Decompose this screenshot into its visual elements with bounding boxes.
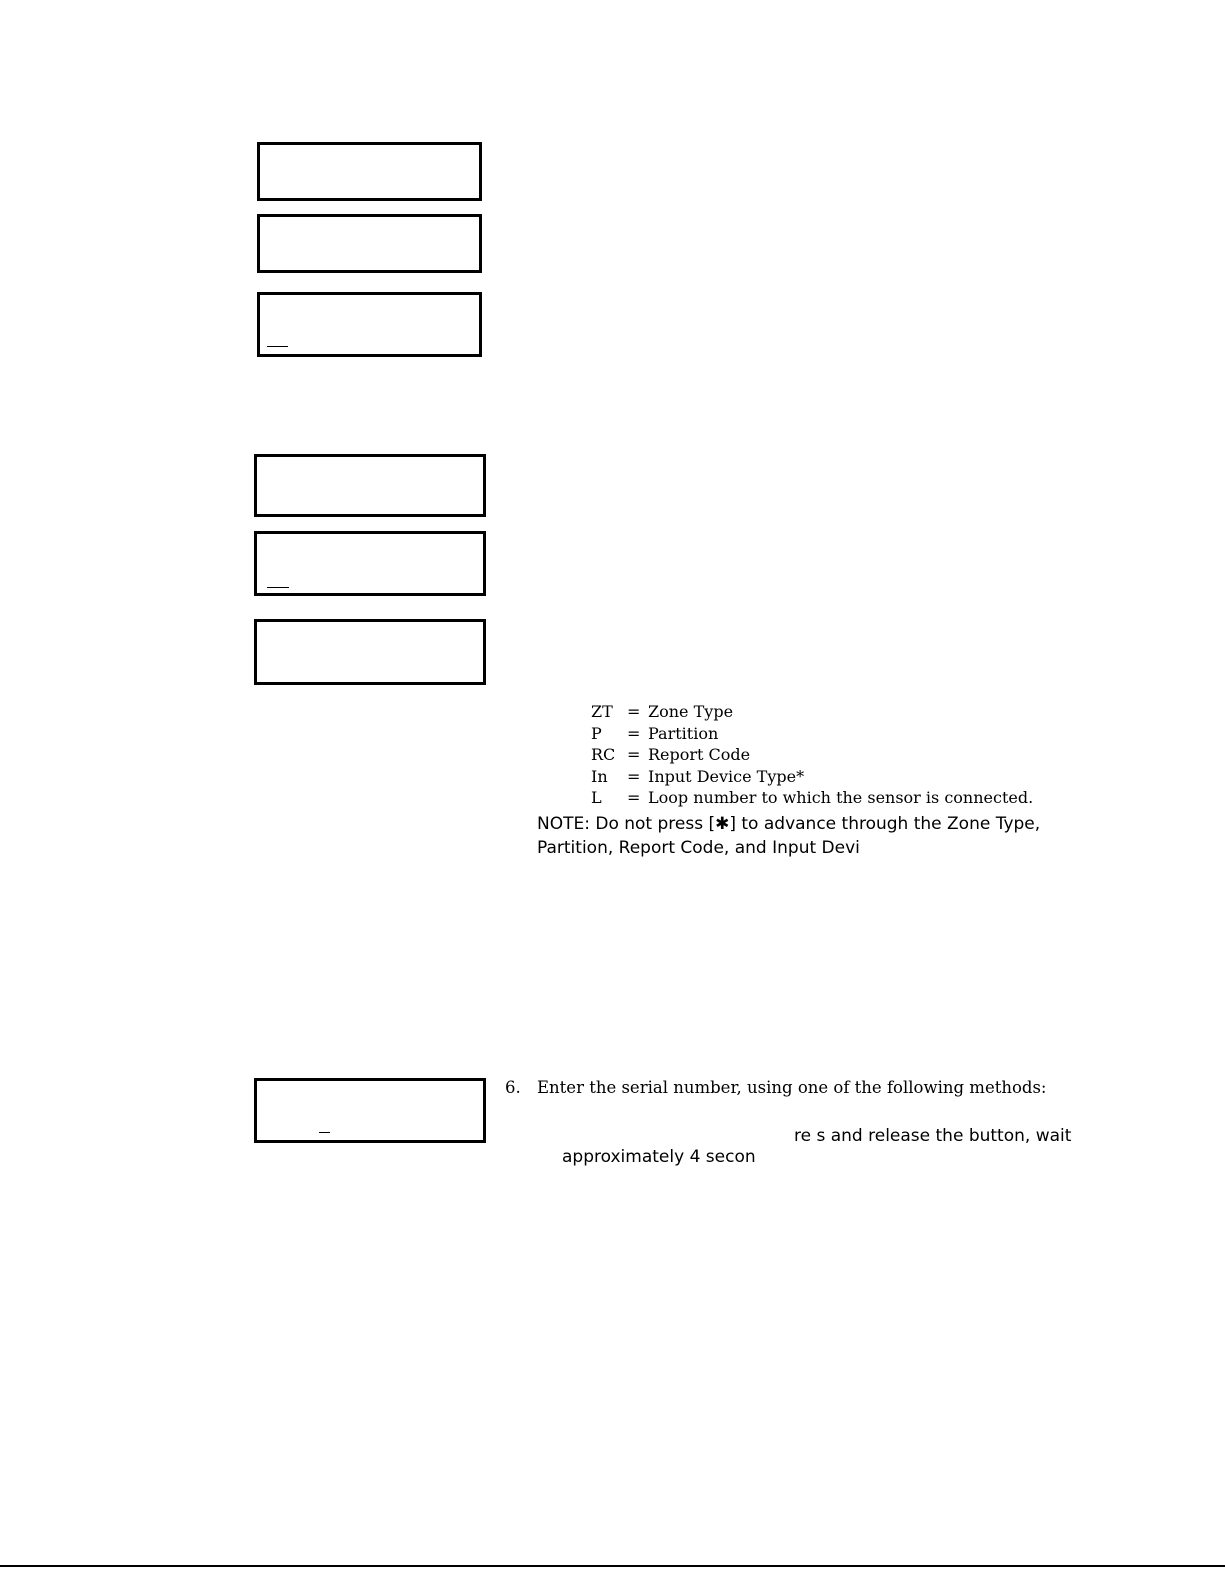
legend-definition: Zone Type (648, 702, 734, 721)
lcd-display-1 (257, 142, 482, 201)
legend-definition: Partition (648, 723, 719, 743)
lcd-display-4 (254, 454, 486, 517)
lcd-cursor (267, 587, 289, 588)
note-line-1: NOTE: Do not press [✱] to advance through the Zone Type, (537, 814, 1041, 834)
lcd-display-6 (254, 619, 486, 685)
legend-abbr: ZT (591, 702, 613, 721)
step-6-fragment-1: re s and release the button, wait (794, 1126, 1072, 1146)
step-text: Enter the serial number, using one of the following methods: (537, 1078, 1047, 1097)
lcd-cursor (319, 1132, 330, 1133)
legend-equals: = (627, 745, 641, 764)
legend-abbr: RC (591, 745, 616, 764)
note-line-2: Partition, Report Code, and Input Devi (537, 838, 860, 858)
legend-equals: = (627, 788, 641, 807)
legend-equals: = (627, 766, 641, 786)
lcd-display-7 (254, 1078, 486, 1143)
lcd-display-2 (257, 214, 482, 273)
legend-definition: Loop number to which the sensor is connected. (648, 788, 1034, 807)
legend-abbr: P (591, 723, 602, 743)
step-6-fragment-2: approximately 4 secon (562, 1147, 756, 1167)
lcd-cursor (267, 346, 288, 347)
legend-definition: Report Code (648, 745, 751, 764)
legend-equals: = (627, 702, 641, 721)
legend-equals: = (627, 723, 641, 743)
page-bottom-rule (0, 1565, 1225, 1567)
legend-abbr: In (591, 766, 608, 786)
legend-definition: Input Device Type* (648, 766, 805, 786)
step-number: 6. (505, 1078, 521, 1097)
lcd-display-5 (254, 531, 486, 596)
note-paragraph (537, 812, 1040, 860)
legend-abbr: L (591, 788, 602, 807)
lcd-display-3 (257, 292, 482, 357)
